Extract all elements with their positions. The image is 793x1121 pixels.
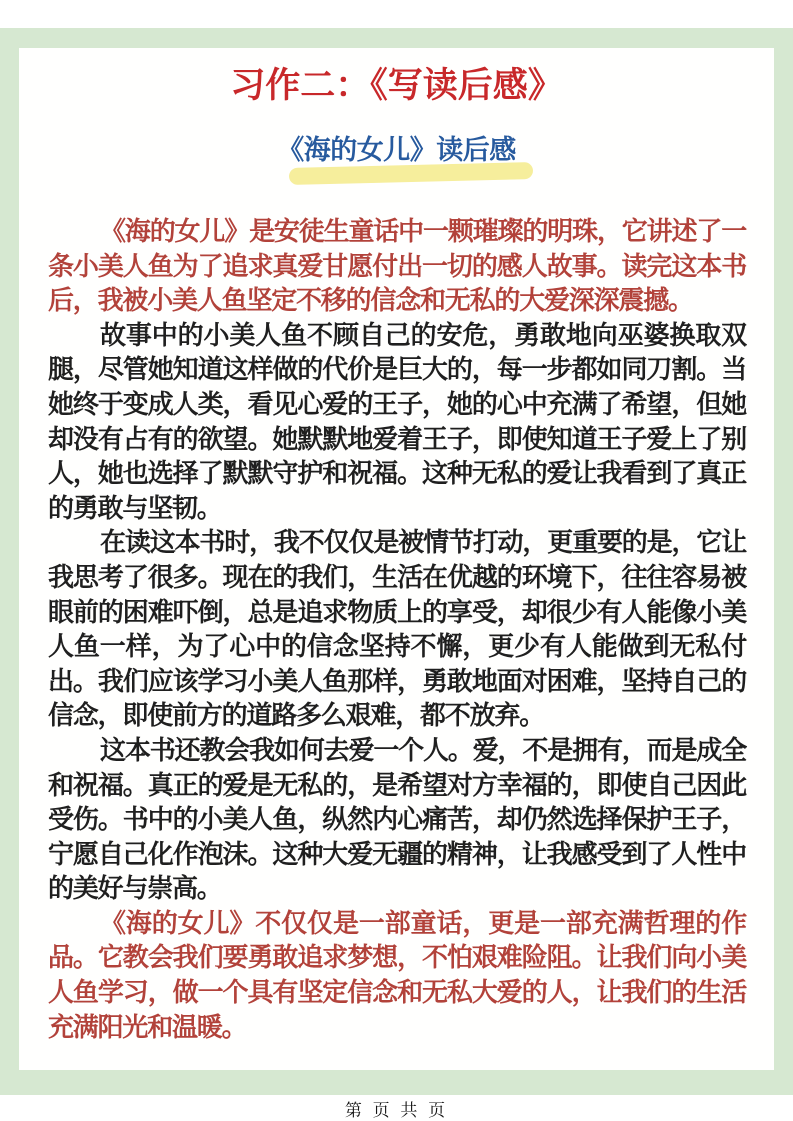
essay-body <box>48 214 746 1044</box>
essay-card <box>19 48 774 1070</box>
essay-paragraph-5: 《海的女儿》不仅仅是一部童话，更是一部充满哲理的作品。它教会我们要勇敢追求梦想，不怕艰难险阻。让我们向小美人鱼学习，做一个具有坚定信念和无私大爱的人，让我们的生活充满阳光和温暖。 <box>48 907 746 1042</box>
page-title: 习作二：《写读后感》 <box>230 66 563 105</box>
subtitle-row <box>19 132 774 192</box>
essay-paragraph-4: 这本书还教会我如何去爱一个人。爱，不是拥有，而是成全和祝福。真正的爱是无私的，是希望对方幸福的，即使自己因此受伤。书中的小美人鱼，纵然内心痛苦，却仍然选择保护王子，宁愿自己化作泡沫。这种大爱无疆的精神，让我感受到了人性中的美好与崇高。 <box>48 734 746 904</box>
essay-paragraph-1: 《海的女儿》是安徒生童话中一颗璀璨的明珠，它讲述了一条小美人鱼为了追求真爱甘愿付出一切的感人故事。读完这本书后，我被小美人鱼坚定不移的信念和无私的大爱深深震撼。 <box>48 216 746 316</box>
green-border-frame <box>0 28 793 1095</box>
essay-paragraph-3: 在读这本书时，我不仅仅是被情节打动，更重要的是，它让我思考了很多。现在的我们，生活在优越的环境下，往往容易被眼前的困难吓倒，总是追求物质上的享受，却很少有人能像小美人鱼一样，为了心中的信念坚持不懈，更少有人能做到无私付出。我们应该学习小美人鱼那样，勇敢地面对困难，坚持自己的信念，即使前方的道路多么艰难，都不放弃。 <box>48 527 746 731</box>
essay-subtitle: 《海的女儿》读后感 <box>277 135 516 165</box>
page-footer: 第 页 共 页 <box>344 1101 449 1120</box>
essay-paragraph-2: 故事中的小美人鱼不顾自己的安危，勇敢地向巫婆换取双腿，尽管她知道这样做的代价是巨大的，每一步都如同刀割。当她终于变成人类，看见心爱的王子，她的心中充满了希望，但她却没有占有的欲望。她默默地爱着王子，即使知道王子爱上了别人，她也选择了默默守护和祝福。这种无私的爱让我看到了真正的勇敢与坚韧。 <box>48 319 746 523</box>
